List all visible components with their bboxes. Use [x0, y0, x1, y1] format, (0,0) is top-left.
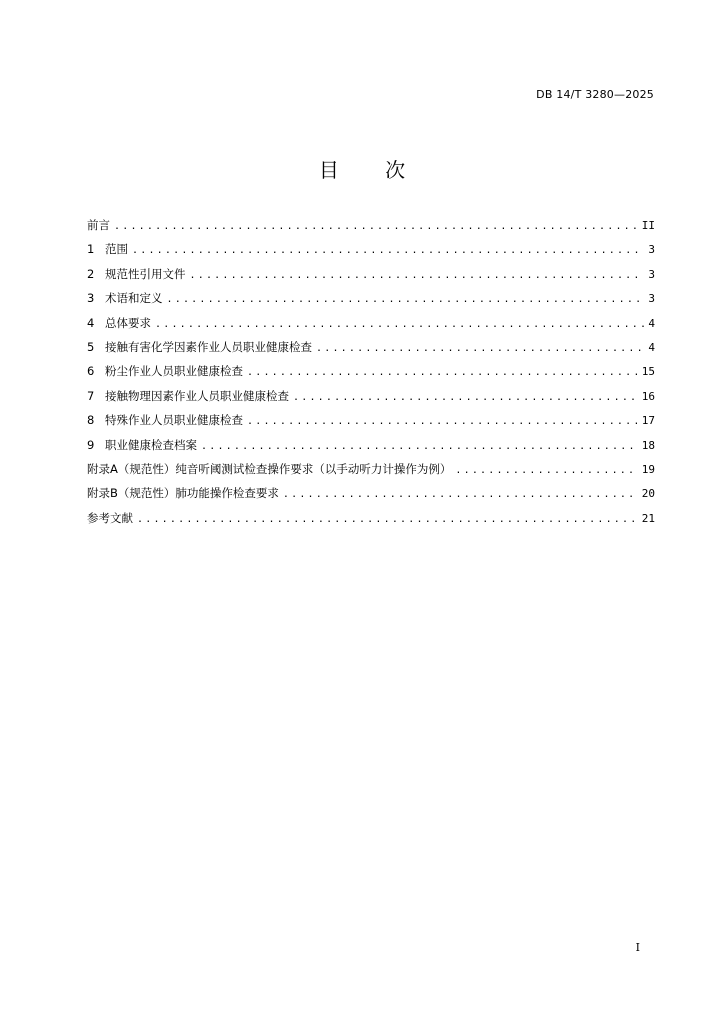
toc-entry-number: 4 [87, 315, 95, 330]
toc-entry-label: 特殊作业人员职业健康检查 [105, 413, 243, 428]
toc-entry-label: 范围 [105, 242, 128, 257]
toc-entry-label: 接触物理因素作业人员职业健康检查 [105, 388, 289, 403]
toc-entry-number: 2 [87, 266, 95, 281]
toc-leader-dots [283, 489, 638, 500]
toc-leader-dots [201, 441, 638, 452]
toc-entry-preface[interactable] [87, 217, 655, 241]
toc-leader-dots [455, 465, 637, 476]
toc-entry-page: 20 [641, 487, 655, 501]
toc-entry-label: 接触有害化学因素作业人员职业健康检查 [105, 339, 312, 354]
toc-entry-page: 3 [648, 292, 655, 306]
toc-entry-page: 19 [641, 462, 655, 476]
toc-entry-page: 4 [648, 340, 655, 354]
toc-entry-label: 总体要求 [105, 315, 151, 330]
toc-entry-appendix-b[interactable] [87, 485, 655, 509]
toc-entry-number: 5 [87, 339, 95, 354]
toc-entry-number: 7 [87, 388, 95, 403]
toc-leader-dots [114, 221, 638, 232]
toc-leader-dots [316, 343, 644, 354]
toc-entry-1[interactable] [87, 241, 655, 265]
toc-entry-label: 附录A（规范性）纯音听阈测试检查操作要求（以手动听力计操作为例） [87, 461, 452, 476]
toc-entry-page: II [641, 219, 655, 232]
document-code: DB 14/T 3280—2025 [536, 88, 654, 101]
toc-entry-number: 3 [87, 291, 95, 306]
toc-entry-6[interactable] [87, 363, 655, 387]
page-number: I [635, 941, 640, 954]
toc-entry-page: 18 [641, 438, 655, 452]
toc-entry-8[interactable] [87, 412, 655, 436]
toc-entry-appendix-a[interactable] [87, 461, 655, 485]
toc-entry-9[interactable] [87, 437, 655, 461]
toc-entry-5[interactable] [87, 339, 655, 363]
toc-entry-7[interactable] [87, 388, 655, 412]
toc-entry-label: 规范性引用文件 [105, 266, 186, 281]
toc-entry-2[interactable] [87, 266, 655, 290]
toc-entry-label: 粉尘作业人员职业健康检查 [105, 364, 243, 379]
toc-entry-label: 职业健康检查档案 [105, 437, 197, 452]
toc-entry-number: 9 [87, 437, 95, 452]
toc-leader-dots [190, 270, 645, 281]
toc-leader-dots [137, 514, 638, 525]
toc-entry-page: 4 [648, 316, 655, 330]
toc-entry-number: 6 [87, 364, 95, 379]
toc-entry-4[interactable] [87, 315, 655, 339]
toc-entry-number: 8 [87, 413, 95, 428]
toc-entry-page: 17 [641, 414, 655, 428]
toc-entry-label: 前言 [87, 218, 110, 232]
toc-entry-page: 16 [641, 389, 655, 403]
toc-title-part1: 目 [318, 158, 339, 182]
toc-entry-references[interactable] [87, 510, 655, 534]
toc-leader-dots [155, 319, 644, 330]
toc-entry-label: 附录B（规范性）肺功能操作检查要求 [87, 486, 279, 501]
toc-entry-label: 术语和定义 [105, 291, 163, 306]
toc-leader-dots [247, 416, 638, 427]
toc-entry-label: 参考文献 [87, 510, 133, 525]
toc-leader-dots [293, 392, 638, 403]
toc-leader-dots [132, 245, 644, 256]
toc-entry-page: 21 [641, 511, 655, 525]
toc-entry-number: 1 [87, 242, 95, 257]
toc-title [0, 154, 724, 183]
toc-title-part2: 次 [385, 158, 406, 182]
toc-entry-page: 3 [648, 267, 655, 281]
toc-entry-page: 15 [641, 365, 655, 379]
toc-entry-3[interactable] [87, 290, 655, 314]
toc-leader-dots [167, 294, 645, 305]
toc-entry-page: 3 [648, 243, 655, 257]
toc-leader-dots [247, 367, 638, 378]
table-of-contents [87, 217, 655, 534]
